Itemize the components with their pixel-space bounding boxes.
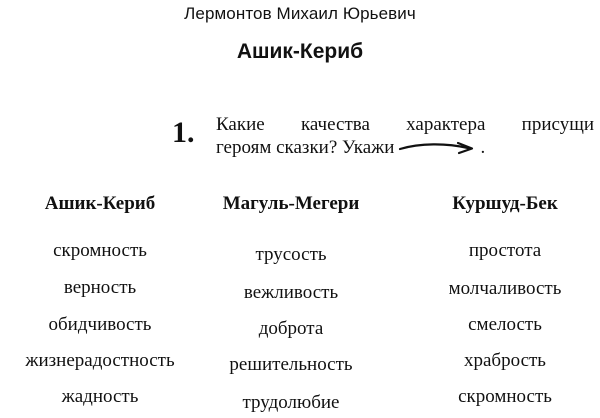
author-line: Лермонтов Михаил Юрьевич <box>184 4 416 23</box>
word-kurshud-bek-1: простота <box>468 240 542 261</box>
task-line-2-wrap <box>216 136 594 159</box>
work-title: Ашик-Кериб <box>236 40 364 63</box>
task-text <box>216 113 594 159</box>
task-line-2-end: . <box>480 137 486 158</box>
word-magul-megeri-1: трусость <box>255 244 327 265</box>
word-ashik-kerib-5: жадность <box>61 386 139 407</box>
word-kurshud-bek-3: смелость <box>468 314 542 335</box>
right-arrow-icon <box>398 139 480 155</box>
column-header-magul-megeri: Магуль-Мегери <box>222 193 360 214</box>
word-magul-megeri-4: решительность <box>229 354 353 375</box>
column-header-kurshud-bek: Куршуд-Бек <box>452 193 558 214</box>
word-kurshud-bek-5: скромность <box>458 386 552 407</box>
word-ashik-kerib-4: жизнерадостность <box>25 350 175 371</box>
task-line-1: Какие качества характера присущи <box>216 114 594 135</box>
word-magul-megeri-2: вежливость <box>243 282 339 303</box>
word-kurshud-bek-2: молчаливость <box>448 278 562 299</box>
word-kurshud-bek-4: храбрость <box>464 350 546 371</box>
word-ashik-kerib-3: обидчивость <box>48 314 152 335</box>
word-ashik-kerib-1: скромность <box>53 240 147 261</box>
task-line-2: героям сказки? Укажи <box>216 137 395 158</box>
word-magul-megeri-5: трудолюбие <box>242 392 340 413</box>
word-magul-megeri-3: доброта <box>258 318 324 339</box>
column-header-ashik-kerib: Ашик-Кериб <box>44 193 156 214</box>
task-number: 1. <box>172 116 195 149</box>
word-ashik-kerib-2: верность <box>63 277 137 298</box>
